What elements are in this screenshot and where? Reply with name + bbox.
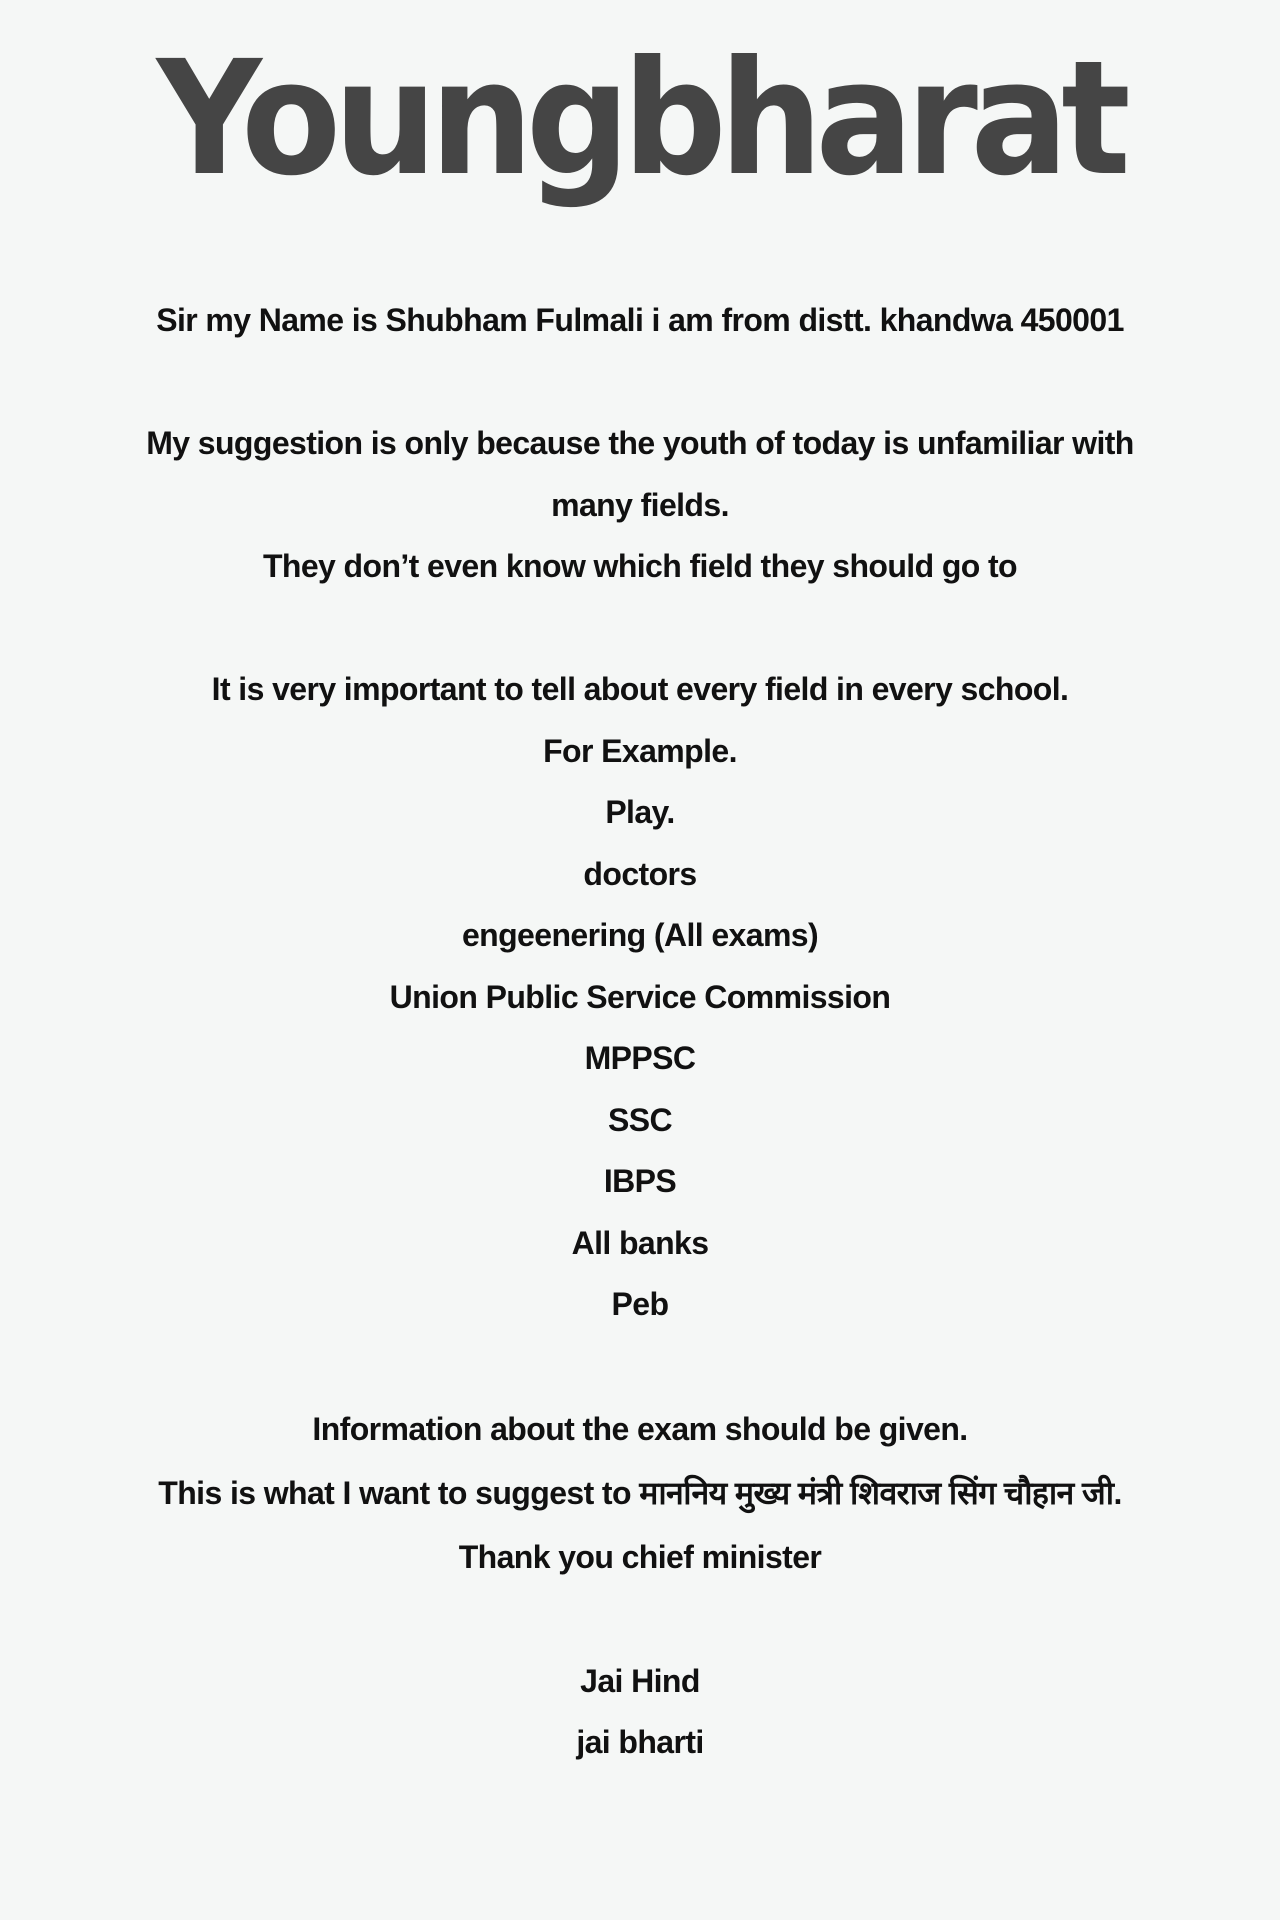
- suggestion-line: My suggestion is only because the youth of today is unfamiliar with: [146, 425, 1134, 461]
- field-item: doctors: [583, 855, 697, 892]
- blank-line: [110, 352, 1170, 414]
- blank-line: [110, 598, 1170, 660]
- blank-line: [110, 1589, 1170, 1651]
- info-line: Information about the exam should be given.: [312, 1411, 968, 1447]
- thanks-line: Thank you chief minister: [458, 1539, 822, 1575]
- field-item: engeenering (All exams): [461, 917, 819, 953]
- suggestion-line: many fields.: [551, 486, 729, 523]
- field-item: MPPSC: [584, 1040, 696, 1076]
- field-item: Play.: [605, 794, 675, 830]
- closing-line: Jai Hind: [580, 1662, 700, 1699]
- field-item: IBPS: [603, 1163, 677, 1199]
- field-item: Peb: [611, 1286, 669, 1322]
- blank-line: [110, 1336, 1170, 1398]
- important-line: It is very important to tell about every field in every school.: [211, 671, 1069, 707]
- suggestion-line: They don’t even know which field they should go to: [262, 548, 1018, 584]
- page-title: Youngbharat: [156, 27, 1124, 211]
- suggest-to-line: This is what I want to suggest to माननिय मुख्य मंत्री शिवराज सिंग चौहान जी.: [158, 1475, 1122, 1511]
- letter-body: [110, 290, 1170, 1774]
- field-item: All banks: [571, 1224, 709, 1261]
- field-item: Union Public Service Commission: [389, 978, 891, 1015]
- field-item: SSC: [608, 1101, 672, 1138]
- intro-line: Sir my Name is Shubham Fulmali i am from distt. khandwa 450001: [156, 302, 1124, 338]
- example-heading: For Example.: [543, 732, 737, 769]
- closing-line: jai bharti: [576, 1724, 704, 1760]
